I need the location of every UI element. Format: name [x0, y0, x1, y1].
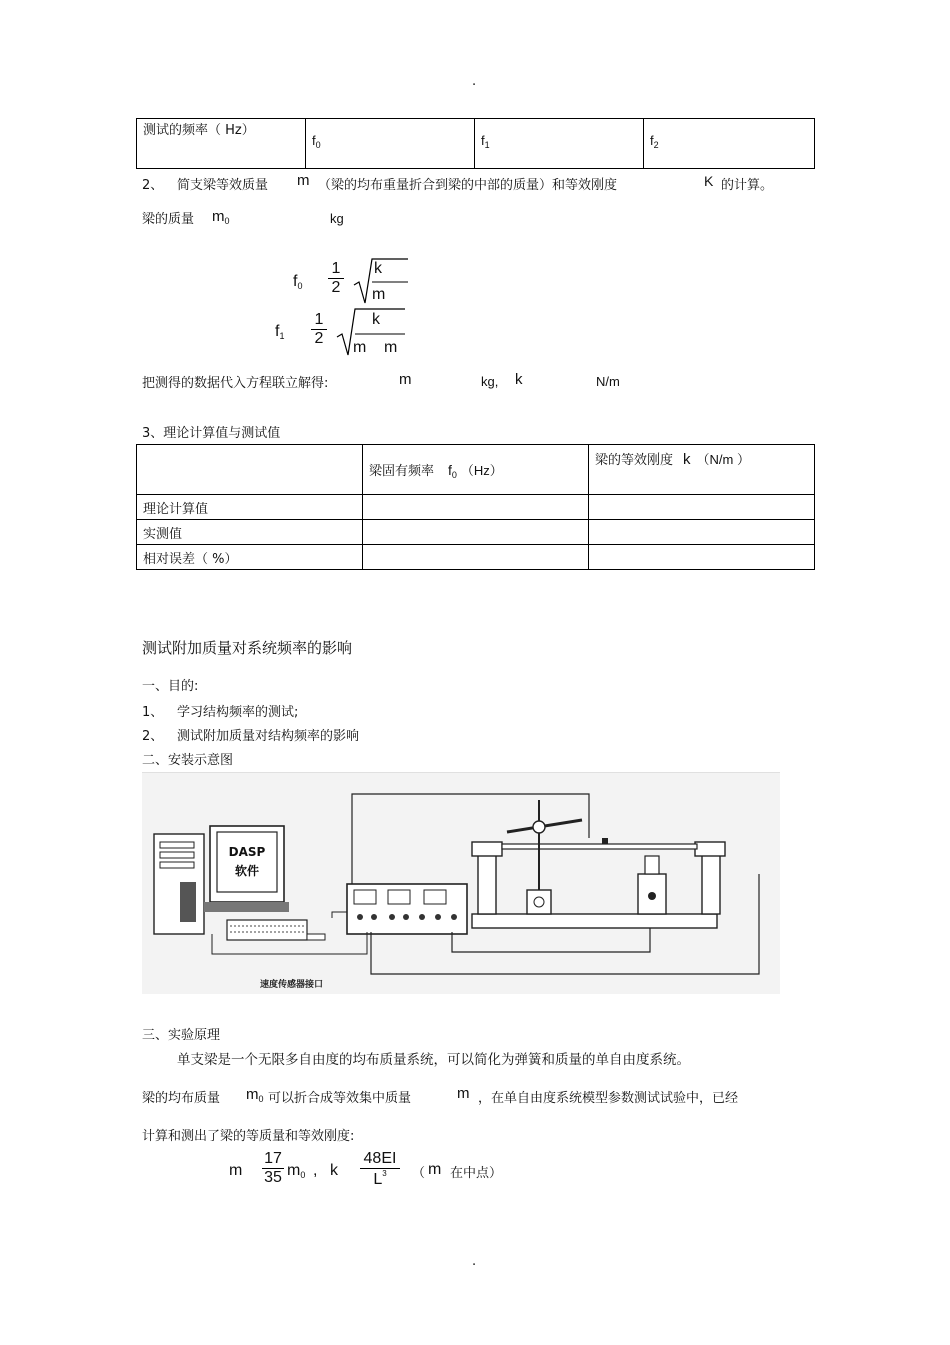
eq3-fraction2 [360, 1150, 400, 1189]
dasp-label: DASP [228, 845, 266, 859]
principle-heading: 三、实验原理 [142, 1028, 221, 1043]
sensor-interface-caption: 速度传感器接口 [260, 980, 324, 990]
eq3-numerator1: 17 [264, 1150, 282, 1167]
eq3-comma: , [313, 1162, 318, 1179]
eq1-numerator: 1 [331, 260, 341, 277]
pc-tower [154, 834, 204, 934]
eq2-f1: $f_1$ [275, 323, 285, 341]
principle-paragraph3: 计算和测出了梁的等质量和等效刚度: [142, 1129, 355, 1144]
row-measured: 实测值 [137, 520, 363, 545]
part2-title: 测试附加质量对系统频率的影响 [142, 639, 353, 657]
eq3-k: k [330, 1162, 338, 1179]
beam-mass-label: 梁的质量 [142, 212, 195, 227]
section2-text1: 简支梁等效质量 [177, 178, 269, 193]
beam-mass-unit: kg [330, 211, 344, 226]
eq3-note-open: （ [412, 1166, 426, 1181]
comparison-table [136, 444, 815, 570]
principle-p2-m: m [457, 1085, 470, 1102]
eq2-m-first: m [353, 339, 367, 356]
eq2-k: k [372, 311, 380, 328]
eq3-fraction1 [262, 1150, 284, 1187]
frequency-table [136, 118, 815, 169]
principle-p2-m0: $m_0$ [246, 1086, 264, 1104]
goal-item2-num: 2、 [142, 729, 164, 744]
solve-k: k [515, 371, 523, 388]
principle-paragraph1: 单支梁是一个无限多自由度的均布质量系统，可以简化为弹簧和质量的单自由度系统。 [177, 1052, 690, 1068]
eq1-denominator: 2 [328, 278, 344, 297]
f2-cell: $f_2$ [644, 119, 815, 169]
frequency-label-cell [137, 119, 306, 169]
eq3-denominator1: 35 [262, 1168, 284, 1187]
section2-m: m [297, 172, 310, 189]
rig-base [472, 914, 717, 928]
row-relative-error: 相对误差（ %） [137, 545, 363, 570]
principle-p2-part2: 可以折合成等效集中质量 [268, 1091, 412, 1106]
section2-num: 2、 [142, 178, 164, 193]
eq2-denominator: 2 [311, 329, 327, 348]
eq2-m-second: m [384, 339, 398, 356]
installation-diagram [142, 772, 780, 994]
f1-cell: $f_1$ [475, 119, 644, 169]
principle-p2-part3: ，在单自由度系统模型参数测试试验中，已经 [478, 1091, 739, 1106]
comparison-header-empty [137, 445, 363, 495]
section2-text2: （梁的均布重量折合到梁的中部的质量）和等效刚度 [318, 178, 618, 193]
eq3-note-m: m [428, 1161, 442, 1178]
principle-p2-part1: 梁的均布质量 [142, 1091, 221, 1106]
eq2-fraction [311, 311, 327, 348]
f0-cell: $f_0$ [306, 119, 475, 169]
solve-text: 把测得的数据代入方程联立解得: [142, 376, 329, 391]
goal-item1: 学习结构频率的测试; [177, 705, 299, 720]
comparison-header-frequency: 梁固有频率 $f_0$ （Hz） [363, 445, 589, 495]
monitor-screen [217, 832, 277, 892]
goal-item1-num: 1、 [142, 705, 164, 720]
solve-m: m [399, 371, 412, 388]
keyboard [227, 920, 307, 940]
section3-title: 3、理论计算值与测试值 [142, 426, 281, 441]
page-mark-top: . [472, 74, 477, 89]
beam [502, 844, 697, 849]
section2-K: K [704, 173, 714, 189]
goal-heading: 一、目的: [142, 679, 199, 694]
eq1-k: k [374, 260, 382, 277]
eq2-numerator: 1 [314, 311, 324, 328]
row-theoretical: 理论计算值 [137, 495, 363, 520]
comparison-header-stiffness: 梁的等效刚度 k （N/m ） [589, 445, 815, 495]
setup-heading: 二、安装示意图 [142, 753, 234, 768]
eq1-fraction [328, 260, 344, 297]
eq1-m: m [372, 286, 386, 303]
eq1-f0: $f_0$ [293, 273, 303, 291]
software-label: 软件 [234, 864, 260, 878]
page-mark-bottom: . [472, 1254, 477, 1269]
goal-item2: 测试附加质量对结构频率的影响 [177, 729, 360, 744]
solve-unit: N/m [596, 374, 620, 389]
eq3-m0: $m_0$ [287, 1162, 306, 1180]
solve-kg: kg, [481, 374, 499, 389]
eq3-note-text: 在中点） [450, 1166, 503, 1181]
eq3-m: m [229, 1162, 243, 1179]
frequency-label: 测试的频率（ Hz） [143, 123, 255, 138]
section2-text3: 的计算。 [721, 178, 774, 193]
eq3-denominator2: $L^3$ [360, 1168, 400, 1189]
eq3-numerator2: 48EI [363, 1150, 397, 1167]
beam-mass-symbol: $m_0$ [212, 208, 230, 226]
